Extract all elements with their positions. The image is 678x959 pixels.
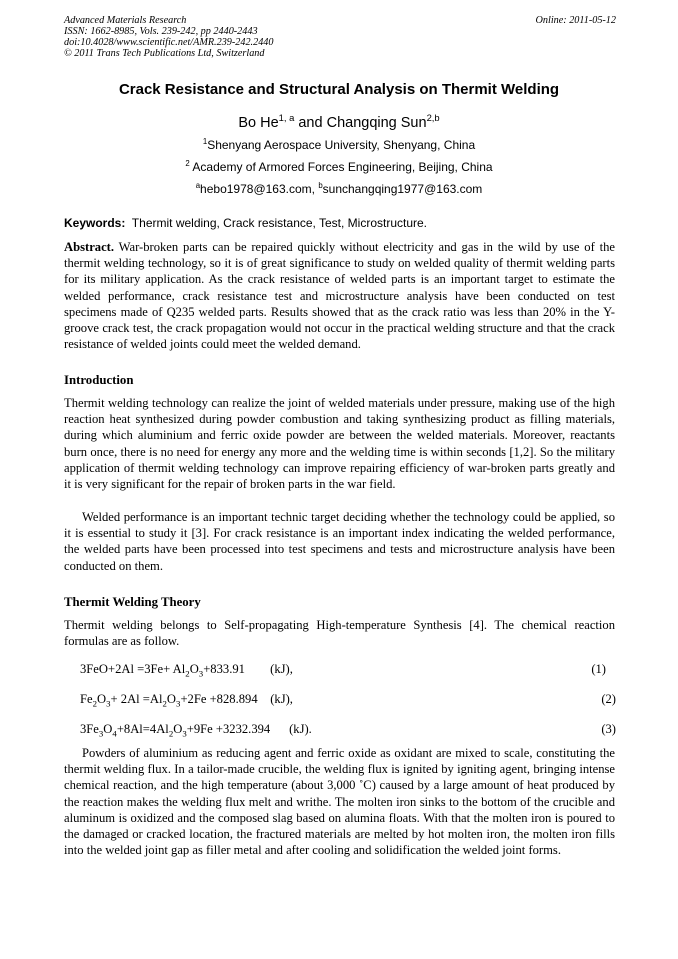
doi-line: doi:10.4028/www.scientific.net/AMR.239-242.2440: [64, 37, 274, 48]
eq2-sub: 2: [162, 698, 167, 709]
eq1-sub: 2: [185, 668, 190, 679]
eq3-part: 3Fe: [80, 722, 99, 736]
introduction-heading: Introduction: [64, 373, 134, 387]
keywords-text: Thermit welding, Crack resistance, Test, Microstructure.: [125, 216, 428, 230]
aff2-text: Academy of Armored Forces Engineering, Beijing, China: [189, 160, 493, 174]
affiliation-2: [0, 160, 678, 174]
affiliation-1: [0, 138, 678, 152]
email-a: hebo1978@163.com,: [200, 182, 319, 196]
issn-line: ISSN: 1662-8985, Vols. 239-242, pp 2440-2443: [64, 26, 258, 37]
eq2-part: O: [166, 692, 177, 706]
eq2-part: Fe: [80, 692, 93, 706]
eq3-sub: 4: [112, 728, 117, 739]
equation-2-number: (2): [601, 692, 616, 706]
copyright-line: © 2011 Trans Tech Publications Ltd, Switzerland: [64, 48, 265, 59]
online-date: Online: 2011-05-12: [535, 15, 616, 26]
eq1-part: 3FeO+2Al =3Fe+ Al: [80, 662, 186, 676]
equation-3-number: (3): [601, 722, 616, 736]
eq3-sub: 3: [98, 728, 104, 739]
theory-para-2: Powders of aluminium as reducing agent and ferric oxide as oxidant are mixed to scale, constituting the thermit welding flux. In a tailor-made crucible, the welding flux is ignited by igniting agent, bringing intense chemical reaction, and the high temperature (about 3,000 ˚C) caused by a large amount of heat produced by the reaction makes the welding flux melt and writhe. The molten iron sinks to the bottom of the crucible and aluminum is oxidized and the composed slag based on alumina floats. With that the molten iron is poured to the damaged or cracked location, the fractured materials are melted by hot molten iron, the molten iron fills into the welded joint gap as filler metal and after cooling and solidification the welded joint forms.: [64, 746, 615, 858]
eq3-sub: 3: [182, 728, 187, 739]
equation-2: [80, 692, 616, 709]
eq2-sub: 2: [92, 698, 97, 709]
email-a-sup: a: [195, 181, 201, 190]
journal-name: Advanced Materials Research: [64, 15, 187, 26]
eq3-part: O: [173, 722, 183, 736]
equation-1: [80, 662, 606, 677]
abstract-label: Abstract.: [64, 240, 115, 254]
eq2-part: +2Fe +828.894 (kJ),: [180, 692, 293, 706]
author-2-sup: 2,b: [426, 112, 440, 124]
keywords: [64, 216, 427, 230]
eq2-part: O: [97, 692, 107, 706]
author-1-sup: 1, a: [278, 112, 295, 124]
theory-para-1: Thermit welding belongs to Self-propagating High-temperature Synthesis [4]. The chemical reaction formulas are as follow.: [64, 618, 615, 649]
eq1-part: +833.91 (kJ),: [203, 662, 293, 676]
email-b-sup: b: [318, 181, 323, 190]
eq1-part: O: [189, 662, 199, 676]
eq3-part: +8Al=4Al: [116, 722, 169, 736]
theory-heading: Thermit Welding Theory: [64, 595, 201, 609]
author-2-name: Changqing Sun: [326, 115, 427, 131]
equation-3: [80, 722, 616, 739]
eq2-sub: 3: [176, 698, 181, 709]
aff2-sup: 2: [185, 159, 190, 168]
introduction-para-2: Welded performance is an important technic target deciding whether the technology could be applied, so it is essential to study it [3]. For crack resistance is an important index indicating the welded performance, the welded parts have been processed into test specimens and tests and microstructure analysis have been conducted on them.: [64, 510, 615, 573]
aff1-text: Shenyang Aerospace University, Shenyang, China: [207, 138, 476, 152]
email-line: [0, 182, 678, 196]
eq2-sub: 3: [106, 698, 111, 709]
paper-title: Crack Resistance and Structural Analysis on Thermit Welding: [118, 81, 560, 98]
aff1-sup: 1: [202, 137, 208, 146]
abstract-text: War-broken parts can be repaired quickly without electricity and gas in the wild by use of the thermit welding technology, so it is of great significance to study on welded quality of thermit welding parts for its military application. As the crack resistance of welded parts is an important target to estimate the welded performance, crack resistance test and microstructure analysis have been conducted on test specimens made of Q235 welded parts. Results showed that as the crack ratio was less than 20% in the Y-groove crack test, the crack propagation would not occur in the practical welding structure and that the crack resistance of welded joints could meet the welded demand.: [64, 240, 615, 352]
eq1-sub: 3: [198, 668, 204, 679]
eq3-sub: 2: [168, 728, 174, 739]
eq3-part: +9Fe +3232.394 (kJ).: [186, 722, 312, 736]
author-line: [0, 112, 678, 131]
eq2-part: + 2Al =Al: [110, 692, 163, 706]
keywords-label: Keywords:: [64, 216, 126, 230]
author-1-name: Bo He: [238, 115, 279, 131]
email-b: sunchangqing1977@163.com: [322, 182, 483, 196]
equation-1-number: (1): [591, 662, 606, 676]
abstract: [64, 239, 615, 352]
introduction-para-1: Thermit welding technology can realize the joint of welded materials under pressure, making use of the high reaction heat synthesized during powder combustion and taking synthesizing product as filling materials, during which aluminium and ferric oxide powder are between the welded materials. Moreover, reactants burn once, there is no need for energy any more and the welding time is within seconds [1,2]. So the military application of thermit welding technology can improve repairing efficiency of war-broken parts greatly and it is very significant for the repair of broken parts in the war field.: [64, 396, 615, 492]
journal-header: [64, 15, 616, 59]
author-and: and: [294, 115, 327, 131]
eq3-part: O: [103, 722, 113, 736]
